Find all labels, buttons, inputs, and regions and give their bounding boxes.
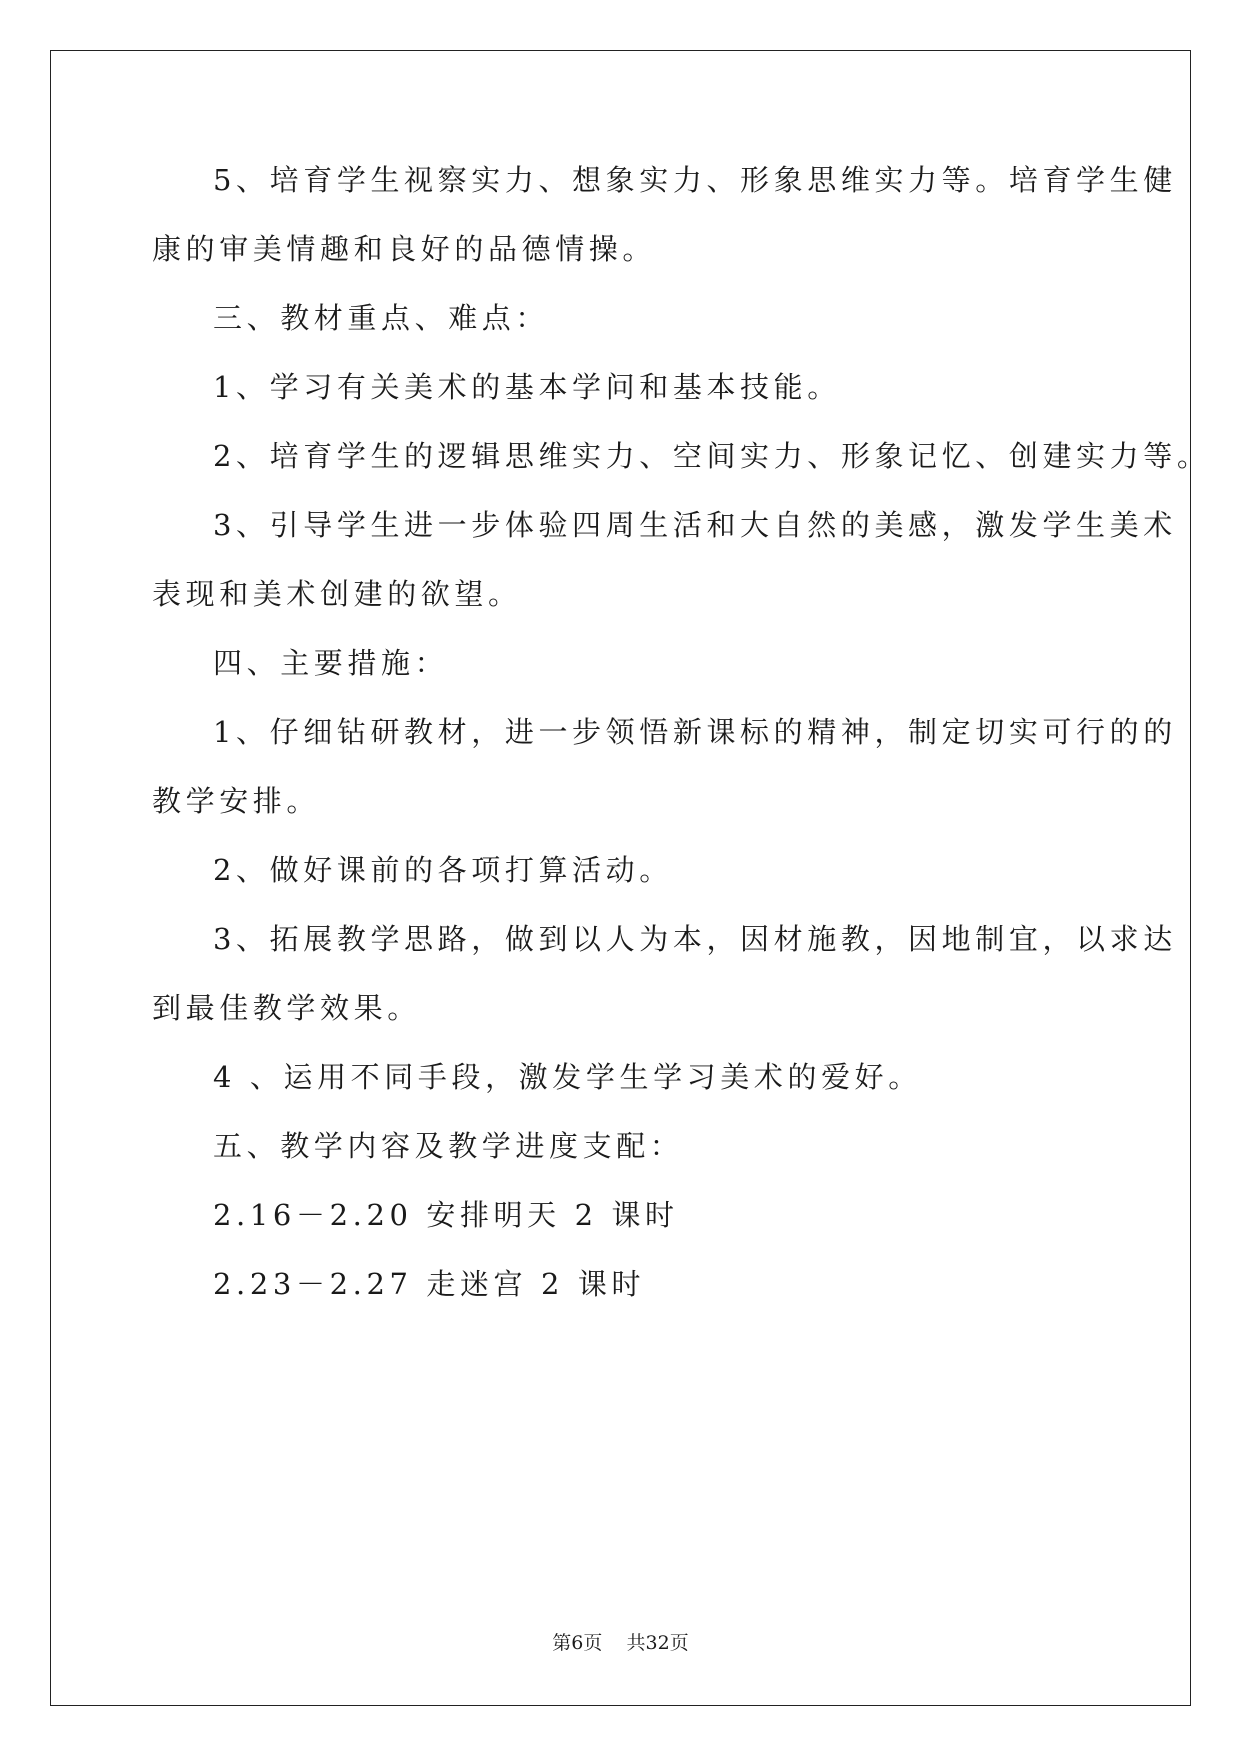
paragraph-line: 表现和美术创建的欲望。	[152, 577, 522, 611]
paragraph-line: 2、做好课前的各项打算活动。	[213, 853, 673, 887]
paragraph-line: 3、拓展教学思路，做到以人为本，因材施教，因地制宜，以求达	[213, 922, 1177, 956]
page-number: 第6页	[552, 1632, 603, 1654]
section-heading: 五、教学内容及教学进度支配：	[213, 1129, 684, 1163]
page-footer	[0, 1630, 1241, 1656]
footer-gap	[602, 1632, 626, 1654]
paragraph-line: 到最佳教学效果。	[152, 991, 421, 1025]
page-total: 共32页	[626, 1632, 689, 1654]
paragraph-line: 5、培育学生视察实力、想象实力、形象思维实力等。培育学生健	[213, 163, 1177, 197]
paragraph-line: 1、学习有关美术的基本学问和基本技能。	[213, 370, 841, 404]
section-heading: 四、主要措施：	[213, 646, 449, 680]
paragraph-line: 4 、运用不同手段，激发学生学习美术的爱好。	[213, 1060, 922, 1094]
paragraph-line: 3、引导学生进一步体验四周生活和大自然的美感，激发学生美术	[213, 508, 1177, 542]
paragraph-line: 2、培育学生的逻辑思维实力、空间实力、形象记忆、创建实力等。	[213, 439, 1211, 473]
paragraph-line: 康的审美情趣和良好的品德情操。	[152, 232, 657, 266]
paragraph-line: 1、仔细钻研教材，进一步领悟新课标的精神，制定切实可行的的	[213, 715, 1177, 749]
section-heading: 三、教材重点、难点：	[213, 301, 550, 335]
schedule-line: 2.16－2.20 安排明天 2 课时	[213, 1198, 679, 1232]
schedule-line: 2.23－2.27 走迷宫 2 课时	[213, 1267, 646, 1301]
paragraph-line: 教学安排。	[152, 784, 321, 818]
